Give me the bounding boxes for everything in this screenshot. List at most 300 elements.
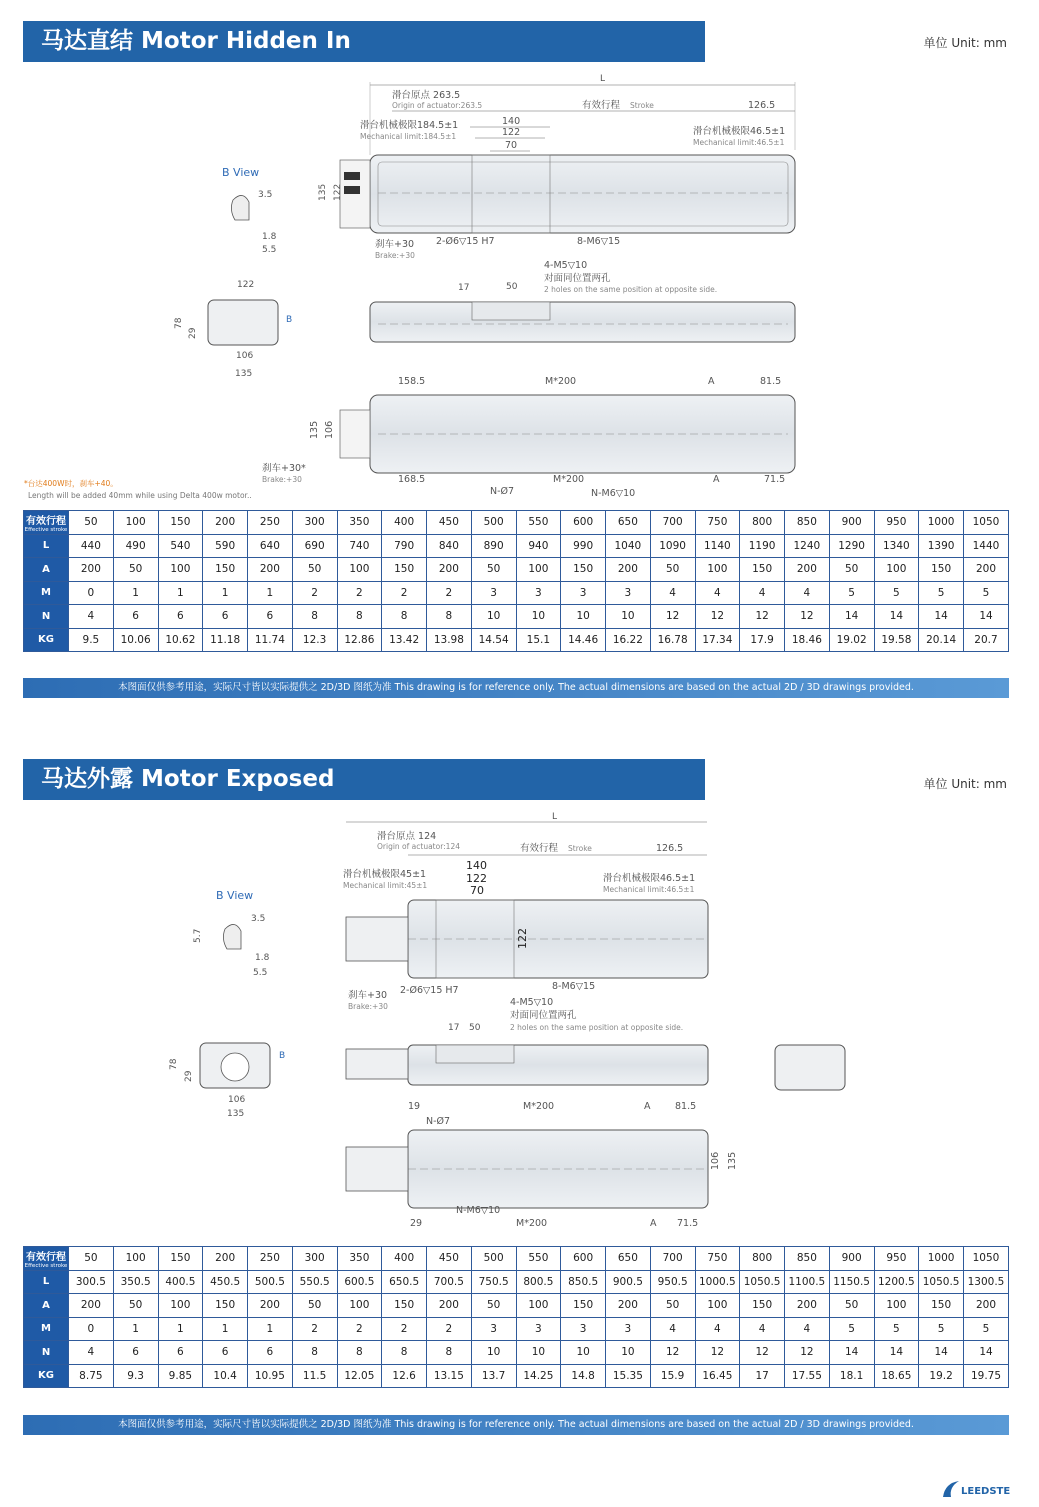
table-cell: 17.55: [785, 1364, 830, 1388]
dim-h122: 122: [333, 183, 343, 201]
table-cell: 6: [203, 605, 248, 629]
end-122: 122: [237, 280, 255, 290]
table-cell: 4: [740, 581, 785, 605]
stroke-cell: 200: [203, 511, 248, 535]
table-cell: 50: [292, 1294, 337, 1318]
table-cell: 940: [516, 534, 561, 558]
v-106: 106: [324, 420, 335, 439]
table-cell: 6: [203, 1341, 248, 1365]
table-cell: 5: [964, 1317, 1009, 1341]
row-label: A: [24, 558, 69, 582]
table-cell: 10: [561, 1341, 606, 1365]
b2-3.5: 3.5: [251, 914, 266, 924]
table-cell: 690: [292, 534, 337, 558]
top2-81.5: 81.5: [675, 1101, 697, 1112]
table-cell: 17.9: [740, 628, 785, 652]
table-cell: 150: [919, 558, 964, 582]
table-cell: 14: [829, 605, 874, 629]
n-m6: N-M6▽10: [591, 488, 636, 499]
reference-note-hidden: 本图面仅供参考用途，实际尺寸皆以实际提供之 2D/3D 图纸为准 This drawing is for reference only. The actual dimensions are based on the actual 2D / 3D drawings provided.: [23, 678, 1009, 698]
table-cell: 14: [874, 1341, 919, 1365]
table-cell: 1: [203, 1317, 248, 1341]
dim2-h122: 122: [516, 928, 529, 949]
table-cell: 1300.5: [964, 1270, 1009, 1294]
table-cell: 14.46: [561, 628, 606, 652]
table-cell: 150: [382, 1294, 427, 1318]
table-cell: 4: [740, 1317, 785, 1341]
table-cell: 5: [919, 581, 964, 605]
table-cell: 1050.5: [919, 1270, 964, 1294]
b-dim-1.8: 1.8: [262, 232, 277, 242]
top2-19: 19: [408, 1101, 421, 1112]
origin-cn: 滑台原点 263.5: [392, 90, 461, 101]
row-label: N: [24, 605, 69, 629]
mech-right-cn: 滑台机械极限46.5±1: [693, 126, 786, 137]
table-cell: 600.5: [337, 1270, 382, 1294]
dim-right: 126.5: [748, 100, 776, 111]
table-cell: 1150.5: [829, 1270, 874, 1294]
table-row: [24, 1317, 1009, 1341]
table-cell: 50: [471, 558, 516, 582]
stroke-cell: 400: [382, 511, 427, 535]
table-cell: 50: [471, 1294, 516, 1318]
hole2-3-cn: 对面同位置两孔: [510, 1010, 577, 1021]
table-cell: 1: [248, 581, 293, 605]
table-cell: 4: [650, 581, 695, 605]
dim-right-2: 126.5: [656, 843, 684, 854]
table-cell: 1: [113, 1317, 158, 1341]
table-cell: 950.5: [650, 1270, 695, 1294]
stroke-cell: 150: [158, 511, 203, 535]
table-cell: 2: [382, 581, 427, 605]
brake-cn: 刹车+30: [375, 239, 415, 250]
table-cell: 10: [606, 605, 651, 629]
stroke-cell: 450: [427, 1247, 472, 1271]
dim-h135: 135: [318, 183, 328, 201]
table-cell: 3: [471, 581, 516, 605]
table-cell: 100: [337, 558, 382, 582]
row-label: N: [24, 1341, 69, 1365]
stroke-cell: 150: [158, 1247, 203, 1271]
table-cell: 4: [650, 1317, 695, 1341]
table-cell: 5: [829, 581, 874, 605]
table-cell: 150: [203, 558, 248, 582]
top2-m200: M*200: [523, 1101, 555, 1112]
mech2-right-cn: 滑台机械极限46.5±1: [603, 873, 696, 884]
table-cell: 50: [829, 558, 874, 582]
stroke-cell: 650: [606, 511, 651, 535]
stroke-cell: 700: [650, 511, 695, 535]
table-cell: 3: [471, 1317, 516, 1341]
bot-m200: M*200: [553, 474, 585, 485]
n2-m6: N-M6▽10: [456, 1205, 501, 1216]
table-cell: 14: [964, 605, 1009, 629]
end2-135: 135: [227, 1109, 245, 1119]
stroke-cell: 400: [382, 1247, 427, 1271]
origin-en: Origin of actuator:263.5: [392, 101, 483, 110]
table-cell: 5: [874, 1317, 919, 1341]
origin2-cn: 滑台原点 124: [377, 831, 437, 842]
table-cell: 200: [964, 1294, 1009, 1318]
dim2-122: 122: [466, 872, 487, 885]
stroke-cell: 800: [740, 511, 785, 535]
table-cell: 1040: [606, 534, 651, 558]
stroke-cell: 350: [337, 511, 382, 535]
unit-label: 单位 Unit: mm: [923, 36, 1007, 50]
row-label: KG: [24, 628, 69, 652]
table-cell: 14.25: [516, 1364, 561, 1388]
stroke-header-cn: 有效行程: [26, 1251, 66, 1263]
table-cell: 650.5: [382, 1270, 427, 1294]
end2-29: 29: [184, 1070, 194, 1082]
table-cell: 850.5: [561, 1270, 606, 1294]
table-cell: 11.5: [292, 1364, 337, 1388]
stroke-cell: 700: [650, 1247, 695, 1271]
table-cell: 14: [919, 605, 964, 629]
v2-135: 135: [727, 1151, 738, 1170]
stroke-cell: 750: [695, 511, 740, 535]
table-cell: 200: [606, 1294, 651, 1318]
b2-1.8: 1.8: [255, 953, 270, 963]
table-cell: 16.78: [650, 628, 695, 652]
stroke-cell: 500: [471, 1247, 516, 1271]
table-cell: 100: [337, 1294, 382, 1318]
dim-17: 17: [458, 283, 470, 293]
dim2-70: 70: [470, 884, 484, 897]
table-cell: 150: [561, 1294, 606, 1318]
table-cell: 640: [248, 534, 293, 558]
bot2-29: 29: [410, 1218, 423, 1229]
table-cell: 5: [919, 1317, 964, 1341]
table-cell: 12: [740, 1341, 785, 1365]
table-cell: 14: [874, 605, 919, 629]
mech-right-en: Mechanical limit:46.5±1: [693, 138, 785, 147]
bot2-m200: M*200: [516, 1218, 548, 1229]
table-row: [24, 628, 1009, 652]
table-cell: 740: [337, 534, 382, 558]
table-cell: 100: [695, 1294, 740, 1318]
stroke-cell: 100: [113, 511, 158, 535]
table-cell: 100: [695, 558, 740, 582]
table-cell: 14: [964, 1341, 1009, 1365]
table-cell: 10.06: [113, 628, 158, 652]
end-78: 78: [174, 317, 184, 329]
table-cell: 50: [650, 558, 695, 582]
stroke-cell: 250: [248, 1247, 293, 1271]
table-cell: 2: [292, 581, 337, 605]
table-cell: 10: [606, 1341, 651, 1365]
table-cell: 12: [740, 605, 785, 629]
table-row: [24, 534, 1009, 558]
table-cell: 19.75: [964, 1364, 1009, 1388]
table-cell: 2: [337, 1317, 382, 1341]
table-cell: 6: [158, 1341, 203, 1365]
stroke-header-cell: [24, 511, 69, 535]
row-label: M: [24, 581, 69, 605]
hole-2: 8-M6▽15: [577, 236, 621, 247]
bot-a: A: [713, 474, 720, 485]
table-cell: 6: [113, 1341, 158, 1365]
spec-table-hidden: [23, 510, 1009, 652]
stroke-cell: 600: [561, 1247, 606, 1271]
table-cell: 590: [203, 534, 248, 558]
table-cell: 15.1: [516, 628, 561, 652]
table-cell: 5: [829, 1317, 874, 1341]
footnote-cn: *台达400W时，刹车+40。: [24, 479, 118, 488]
table-cell: 890: [471, 534, 516, 558]
table-cell: 1190: [740, 534, 785, 558]
table-cell: 50: [292, 558, 337, 582]
table-cell: 50: [829, 1294, 874, 1318]
dim-L-2: L: [552, 812, 558, 822]
dim2-140: 140: [466, 859, 487, 872]
table-cell: 750.5: [471, 1270, 516, 1294]
stroke-cell: 950: [874, 511, 919, 535]
table-cell: 4: [695, 581, 740, 605]
table-cell: 3: [606, 581, 651, 605]
stroke-cell: 1000: [919, 511, 964, 535]
b-view-label: B View: [222, 166, 260, 179]
stroke-cell: 1050: [964, 511, 1009, 535]
table-cell: 9.3: [113, 1364, 158, 1388]
table-cell: 9.85: [158, 1364, 203, 1388]
table-row: [24, 605, 1009, 629]
table-cell: 2: [292, 1317, 337, 1341]
table-header-row: [24, 1247, 1009, 1271]
table-cell: 15.35: [606, 1364, 651, 1388]
table-cell: 1340: [874, 534, 919, 558]
table-cell: 200: [785, 1294, 830, 1318]
table-cell: 6: [113, 605, 158, 629]
table-cell: 8: [382, 605, 427, 629]
stroke-cell: 50: [69, 511, 114, 535]
top2-a: A: [644, 1101, 651, 1112]
table-cell: 4: [69, 605, 114, 629]
dim-140: 140: [502, 116, 521, 127]
table-cell: 1050.5: [740, 1270, 785, 1294]
table-cell: 900.5: [606, 1270, 651, 1294]
table-cell: 16.45: [695, 1364, 740, 1388]
end-106: 106: [236, 351, 254, 361]
table-cell: 550.5: [292, 1270, 337, 1294]
leedste-logo: [939, 1479, 1029, 1501]
table-cell: 4: [785, 581, 830, 605]
table-cell: 3: [561, 581, 606, 605]
stroke-cell: 1050: [964, 1247, 1009, 1271]
table-cell: 10: [561, 605, 606, 629]
mech-left-cn: 滑台机械极限184.5±1: [360, 120, 459, 131]
table-cell: 400.5: [158, 1270, 203, 1294]
drawing-motor-hidden: [0, 0, 1039, 505]
table-cell: 1: [113, 581, 158, 605]
table-cell: 50: [113, 1294, 158, 1318]
table-cell: 14: [829, 1341, 874, 1365]
stroke-cell: 850: [785, 1247, 830, 1271]
stroke-cell: 550: [516, 1247, 561, 1271]
dim2-50: 50: [469, 1023, 481, 1033]
table-cell: 700.5: [427, 1270, 472, 1294]
row-label: L: [24, 1270, 69, 1294]
stroke-cn: 有效行程: [582, 100, 621, 111]
mech2-left-en: Mechanical limit:45±1: [343, 881, 428, 890]
brake2-en: Brake:+30: [262, 475, 302, 484]
table-cell: 1000.5: [695, 1270, 740, 1294]
table-cell: 100: [874, 558, 919, 582]
table-cell: 1090: [650, 534, 695, 558]
table-cell: 12.3: [292, 628, 337, 652]
mech-left-en: Mechanical limit:184.5±1: [360, 132, 457, 141]
table-cell: 12: [650, 1341, 695, 1365]
table-row: [24, 1270, 1009, 1294]
table-row: [24, 1341, 1009, 1365]
table-cell: 50: [113, 558, 158, 582]
table-row: [24, 558, 1009, 582]
table-cell: 150: [740, 1294, 785, 1318]
hole-3: 4-M5▽10: [544, 260, 588, 271]
table-cell: 1200.5: [874, 1270, 919, 1294]
table-cell: 1: [158, 581, 203, 605]
table-cell: 10.62: [158, 628, 203, 652]
table-cell: 14.8: [561, 1364, 606, 1388]
table-cell: 200: [69, 558, 114, 582]
table-cell: 10: [516, 1341, 561, 1365]
table-cell: 6: [248, 605, 293, 629]
table-cell: 1: [158, 1317, 203, 1341]
stroke-cell: 350: [337, 1247, 382, 1271]
table-cell: 10.4: [203, 1364, 248, 1388]
stroke-header-cn: 有效行程: [26, 515, 66, 527]
stroke-cell: 600: [561, 511, 606, 535]
table-cell: 1390: [919, 534, 964, 558]
table-row: [24, 581, 1009, 605]
table-cell: 12: [695, 605, 740, 629]
table-cell: 3: [516, 1317, 561, 1341]
brake3-en: Brake:+30: [348, 1002, 388, 1011]
table-cell: 1100.5: [785, 1270, 830, 1294]
stroke-cell: 50: [69, 1247, 114, 1271]
table-header-row: [24, 511, 1009, 535]
section-title-hidden: 马达直结 Motor Hidden In: [23, 21, 705, 62]
b-dim-3.5: 3.5: [258, 190, 273, 200]
table-cell: 18.1: [829, 1364, 874, 1388]
stroke-cell: 550: [516, 511, 561, 535]
table-cell: 10: [516, 605, 561, 629]
stroke-cell: 1000: [919, 1247, 964, 1271]
top-81.5: 81.5: [760, 376, 782, 387]
mech2-right-en: Mechanical limit:46.5±1: [603, 885, 695, 894]
end2-b: B: [279, 1051, 286, 1061]
brake-en: Brake:+30: [375, 251, 415, 260]
dim2-17: 17: [448, 1023, 460, 1033]
end-135: 135: [235, 369, 253, 379]
table-cell: 14: [919, 1341, 964, 1365]
table-cell: 4: [785, 1317, 830, 1341]
table-cell: 19.58: [874, 628, 919, 652]
top-a: A: [708, 376, 715, 387]
table-cell: 18.65: [874, 1364, 919, 1388]
hole2-1: 2-Ø6▽15 H7: [400, 985, 459, 996]
table-cell: 2: [337, 581, 382, 605]
table-cell: 150: [740, 558, 785, 582]
table-cell: 990: [561, 534, 606, 558]
dim-L: L: [600, 74, 606, 84]
b2-5.7: 5.7: [193, 928, 203, 943]
table-cell: 1290: [829, 534, 874, 558]
unit-label-2: 单位 Unit: mm: [923, 777, 1007, 791]
v-135: 135: [309, 420, 320, 439]
mech2-left-cn: 滑台机械极限45±1: [343, 869, 427, 880]
table-cell: 20.7: [964, 628, 1009, 652]
table-cell: 1440: [964, 534, 1009, 558]
hole2-3-en: 2 holes on the same position at opposite side.: [510, 1023, 684, 1032]
hole-1: 2-Ø6▽15 H7: [436, 236, 495, 247]
stroke-en: Stroke: [630, 101, 654, 110]
table-cell: 200: [248, 1294, 293, 1318]
end-b: B: [286, 315, 293, 325]
table-cell: 350.5: [113, 1270, 158, 1294]
n-phi7: N-Ø7: [490, 486, 515, 497]
table-cell: 1: [203, 581, 248, 605]
table-cell: 790: [382, 534, 427, 558]
logo-text: LEEDSTE: [961, 1486, 1011, 1497]
table-cell: 440: [69, 534, 114, 558]
table-cell: 150: [203, 1294, 248, 1318]
stroke-cell: 900: [829, 1247, 874, 1271]
table-cell: 13.15: [427, 1364, 472, 1388]
table-cell: 800.5: [516, 1270, 561, 1294]
table-cell: 150: [561, 558, 606, 582]
brake3-cn: 刹车+30: [348, 990, 388, 1001]
table-cell: 490: [113, 534, 158, 558]
table-cell: 0: [69, 581, 114, 605]
table-cell: 150: [382, 558, 427, 582]
table-row: [24, 1364, 1009, 1388]
table-cell: 6: [158, 605, 203, 629]
table-cell: 8: [292, 605, 337, 629]
table-cell: 6: [248, 1341, 293, 1365]
table-cell: 1: [248, 1317, 293, 1341]
table-cell: 3: [516, 581, 561, 605]
table-cell: 8: [337, 605, 382, 629]
hole2-2: 8-M6▽15: [552, 981, 596, 992]
table-cell: 100: [158, 558, 203, 582]
stroke-cell: 800: [740, 1247, 785, 1271]
table-cell: 19.2: [919, 1364, 964, 1388]
stroke-cell: 500: [471, 511, 516, 535]
stroke2-cn: 有效行程: [520, 843, 559, 854]
table-cell: 840: [427, 534, 472, 558]
dim-122: 122: [502, 127, 521, 138]
table-cell: 200: [69, 1294, 114, 1318]
table-cell: 20.14: [919, 628, 964, 652]
table-cell: 3: [561, 1317, 606, 1341]
table-cell: 11.74: [248, 628, 293, 652]
table-cell: 0: [69, 1317, 114, 1341]
row-label: KG: [24, 1364, 69, 1388]
table-cell: 100: [874, 1294, 919, 1318]
drawing-motor-exposed: [0, 805, 1039, 1235]
stroke-cell: 100: [113, 1247, 158, 1271]
table-cell: 12.6: [382, 1364, 427, 1388]
table-cell: 150: [919, 1294, 964, 1318]
table-cell: 2: [382, 1317, 427, 1341]
stroke-cell: 850: [785, 511, 830, 535]
table-row: [24, 1294, 1009, 1318]
table-cell: 200: [785, 558, 830, 582]
row-label: L: [24, 534, 69, 558]
table-cell: 8: [292, 1341, 337, 1365]
stroke2-en: Stroke: [568, 844, 592, 853]
